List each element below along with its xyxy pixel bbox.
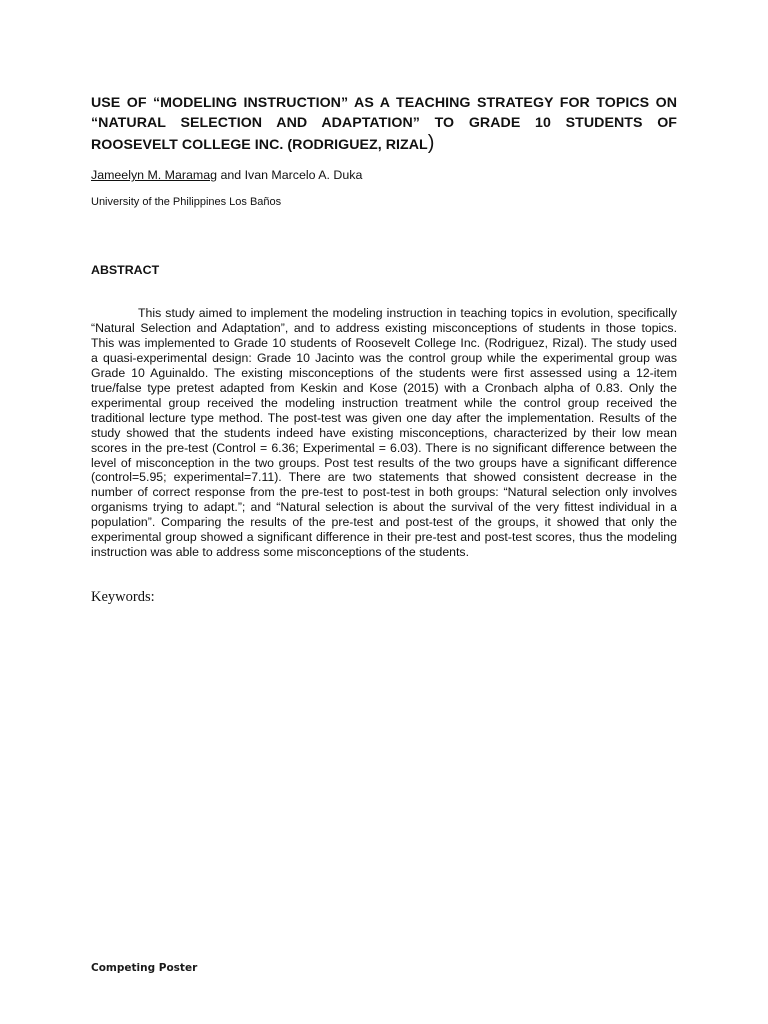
abstract-line: scores in the pre-test (Control = 6.36; Experimental = 6.03). There is no significant difference between the [91,440,677,455]
abstract-line: study showed that the students indeed have existing misconceptions, characterized by their low mean [91,425,677,440]
abstract-line: population”. Comparing the results of the pre-test and post-test of the groups, it showed that only the [91,515,677,530]
keywords-label: Keywords: [91,589,155,605]
abstract-line: traditional lecture type method. The post-test was given one day after the implementation. Results of the [91,410,677,425]
abstract-line: number of correct response from the pre-test to post-test in both groups: “Natural selection only involves [91,485,677,500]
footer-label: Competing Poster [91,962,198,974]
abstract-line: experimental group received the modeling instruction treatment while the control group received the [91,395,677,410]
first-author: Jameelyn M. Maramag [91,168,218,182]
title-line [91,133,677,155]
abstract-line: organisms trying to adapt.”; and “Natural selection is about the survival of the very fittest individual in a [91,500,677,515]
affiliation: University of the Philippines Los Baños [91,196,282,208]
title-line-text: ROOSEVELT COLLEGE INC. (RODRIGUEZ, RIZAL [91,137,428,153]
abstract-line: level of misconception in the two groups. Post test results of the two groups have a significant difference [91,455,677,470]
author-list [91,167,362,183]
abstract-line: Grade 10 Aguinaldo. The existing misconceptions of the students were first assessed using a 12-item [91,365,677,380]
abstract-heading: ABSTRACT [91,263,160,277]
title-line: “NATURAL SELECTION AND ADAPTATION” TO GRADE 10 STUDENTS OF [91,115,677,131]
title-closing-paren: ) [427,132,435,154]
paper-title [91,93,677,155]
abstract-line: This was implemented to Grade 10 students of Roosevelt College Inc. (Rodriguez, Rizal). The study used [91,335,677,350]
abstract-line: (control=5.95; experimental=7.11). There are two statements that showed consistent decrease in the [91,470,677,485]
abstract-line: true/false type pretest adapted from Keskin and Kose (2015) with a Cronbach alpha of 0.83. Only the [91,380,677,395]
title-line: USE OF “MODELING INSTRUCTION” AS A TEACHING STRATEGY FOR TOPICS ON [91,95,677,111]
abstract-line: “Natural Selection and Adaptation”, and to address existing misconceptions of students in those topics. [91,320,677,335]
abstract-line: instruction was able to address some misconceptions of the students. [91,545,469,560]
other-authors: and Ivan Marcelo A. Duka [217,168,363,182]
abstract-body [91,306,677,560]
abstract-line: a quasi-experimental design: Grade 10 Jacinto was the control group while the experimental group was [91,350,677,365]
abstract-line: This study aimed to implement the modeling instruction in teaching topics in evolution, specifically [138,306,677,320]
abstract-line: experimental group showed a significant difference in their pre-test and post-test scores, thus the modeling [91,530,677,545]
